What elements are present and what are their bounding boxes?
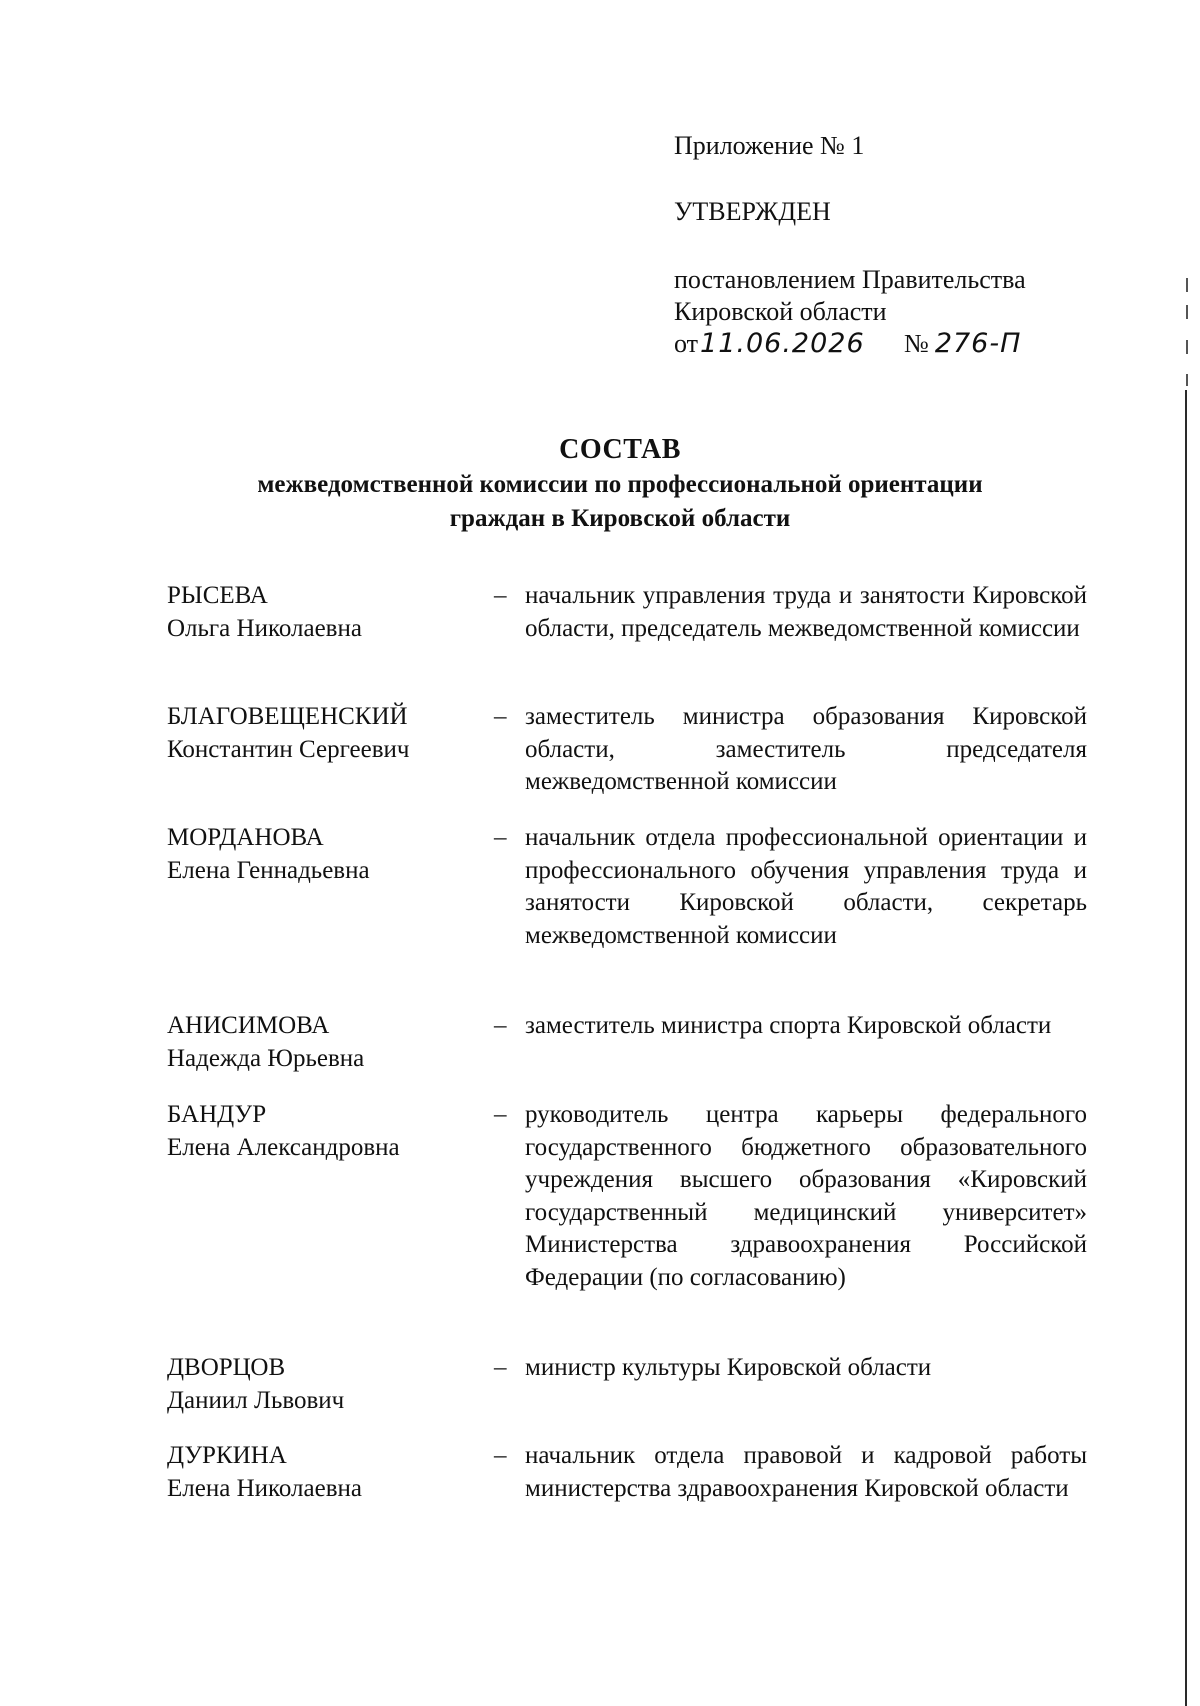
document-subtitle-line-2: граждан в Кировской области xyxy=(449,505,791,532)
member-dash: – xyxy=(494,1101,507,1128)
scan-artifact-mark xyxy=(1186,278,1188,292)
number-sign: № xyxy=(904,329,929,358)
scan-artifact-mark xyxy=(1186,374,1188,386)
member-role: начальник отдела профессиональной ориентации и профессионального обучения управления труда и занятости Кировской области, секретарь межведомственной комиссии xyxy=(525,824,1087,949)
member-surname: РЫСЕВА xyxy=(167,582,268,609)
member-dash: – xyxy=(494,582,507,609)
member-dash: – xyxy=(494,1012,507,1039)
member-dash: – xyxy=(494,1442,507,1469)
member-given-names: Константин Сергеевич xyxy=(167,735,410,763)
approved-by-line-1: постановлением Правительства xyxy=(674,265,1026,294)
member-surname: ДУРКИНА xyxy=(167,1442,287,1469)
member-name xyxy=(167,1352,467,1417)
document-subtitle-line-1: межведомственной комиссии по профессиональной ориентации xyxy=(257,471,983,498)
member-role: заместитель министра образования Кировской области, заместитель председателя межведомственной комиссии xyxy=(525,703,1087,795)
member-dash: – xyxy=(494,824,507,851)
member-surname: МОРДАНОВА xyxy=(167,824,324,851)
member-role: руководитель центра карьеры федерального государственного бюджетного образовательного учреждения высшего образования «Кировский государственный медицинский университет» Министерства здравоохранения Российской Федерации (по согласованию) xyxy=(525,1101,1087,1291)
member-name xyxy=(167,580,467,645)
scan-page-edge xyxy=(1185,390,1187,1706)
document-title: СОСТАВ xyxy=(559,434,681,465)
member-given-names: Елена Николаевна xyxy=(167,1474,362,1502)
member-given-names: Даниил Львович xyxy=(167,1386,345,1414)
member-given-names: Ольга Николаевна xyxy=(167,614,362,642)
approved-by-line-2: Кировской области xyxy=(674,297,887,326)
member-role: заместитель министра спорта Кировской области xyxy=(525,1012,1052,1039)
scan-artifact-mark xyxy=(1186,340,1188,354)
document-title-block xyxy=(0,432,1200,536)
member-name xyxy=(167,1099,467,1164)
member-given-names: Елена Геннадьевна xyxy=(167,856,370,884)
member-given-names: Елена Александровна xyxy=(167,1133,400,1161)
member-name xyxy=(167,1010,467,1075)
date-prefix: от xyxy=(674,329,699,358)
approved-stamp-text: УТВЕРЖДЕН xyxy=(674,197,831,226)
member-dash: – xyxy=(494,703,507,730)
scan-artifact-mark xyxy=(1186,305,1188,319)
decree-date: 11.06.2026 xyxy=(700,328,865,359)
member-given-names: Надежда Юрьевна xyxy=(167,1044,365,1072)
member-surname: ДВОРЦОВ xyxy=(167,1354,286,1381)
member-role: начальник управления труда и занятости Кировской области, председатель межведомственной комиссии xyxy=(525,582,1087,642)
member-dash: – xyxy=(494,1354,507,1381)
member-role: начальник отдела правовой и кадровой работы министерства здравоохранения Кировской области xyxy=(525,1442,1087,1502)
decree-number-line xyxy=(904,328,1021,360)
member-surname: АНИСИМОВА xyxy=(167,1012,330,1039)
decree-number: 276-П xyxy=(934,328,1022,359)
member-role: министр культуры Кировской области xyxy=(525,1354,932,1381)
decree-date-number-line xyxy=(674,328,1022,360)
member-surname: БЛАГОВЕЩЕНСКИЙ xyxy=(167,703,408,730)
appendix-label: Приложение № 1 xyxy=(674,131,865,160)
member-name xyxy=(167,701,467,766)
member-name xyxy=(167,822,467,887)
member-name xyxy=(167,1440,467,1505)
member-surname: БАНДУР xyxy=(167,1101,267,1128)
